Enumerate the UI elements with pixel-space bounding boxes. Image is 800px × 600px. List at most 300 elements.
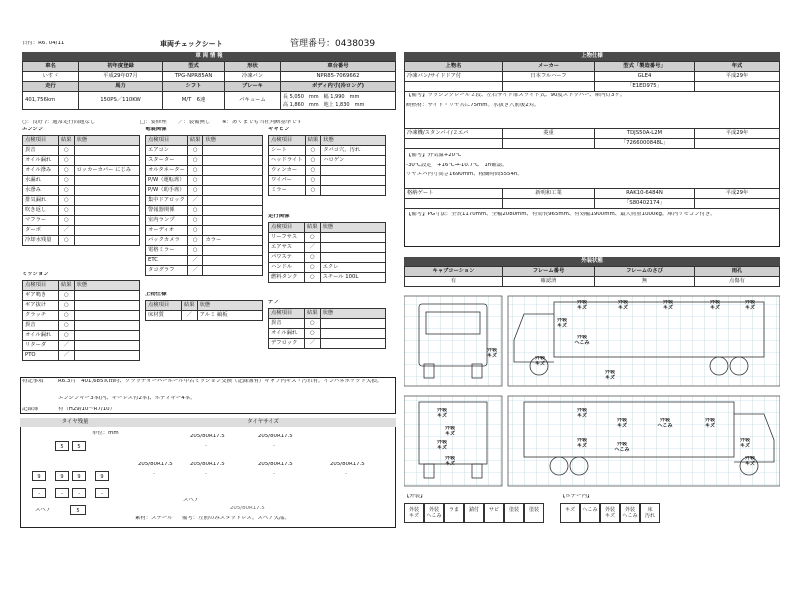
tire-size-dash-4: - <box>273 472 275 477</box>
sheet-date: 日付：R6. 04/11 <box>22 41 65 46</box>
damage-label-top-5-kind: 外装 <box>556 318 567 323</box>
section-cell-tech: デフロック <box>269 339 305 349</box>
legend-body-1: へこみ <box>580 503 600 523</box>
section-cell-running: ハンドル <box>269 263 305 273</box>
legend-ext-3: 錆付 <box>464 503 484 523</box>
section-cell-cabin: ワイパー <box>269 176 306 186</box>
ext-legend-title: 【外装】 <box>404 494 426 499</box>
section-cell-running: ○ <box>305 263 321 273</box>
section-col-cabin: 状態 <box>321 136 386 146</box>
section-title-upper_small: 上物仕様 <box>145 292 167 297</box>
section-row-tech <box>269 329 386 339</box>
damage-label-bottom-8-kind: 外装 <box>576 438 587 443</box>
damage-label-bottom-2-kind: 外装 <box>436 440 447 445</box>
section-row-electric <box>146 266 263 276</box>
section-row-electric <box>146 236 263 246</box>
upper-spec-table-3 <box>404 188 780 209</box>
section-cell-mission: リターダ <box>23 341 59 351</box>
wheel-material: 素材：スチール <box>135 516 173 521</box>
col-cab-caution: キャブコーション <box>405 267 503 277</box>
section-row-electric <box>146 146 263 156</box>
col-maker: メーカー <box>503 62 595 72</box>
label-model: 型式 <box>163 62 225 72</box>
section-cell-mission <box>74 321 139 331</box>
section-cell-engine: ターボ <box>23 226 59 236</box>
first-reg: 平成29年07月 <box>79 72 163 82</box>
tire-depth-9: - <box>95 488 109 498</box>
section-cell-mission: クラッチ <box>23 311 59 321</box>
section-cell-electric <box>203 176 263 186</box>
damage-label-bottom-11-kind: 外装 <box>744 456 755 461</box>
section-col-electric: 状態 <box>203 136 263 146</box>
cab-caution: 有 <box>405 277 503 287</box>
col-rain-hole: 雨孔 <box>695 267 780 277</box>
section-cell-cabin: ハロゲン <box>321 156 386 166</box>
sheet-title: 車両チェックシート <box>160 40 223 48</box>
section-col-cabin: 結果 <box>305 136 321 146</box>
damage-label-bottom-0 <box>432 408 452 420</box>
section-table-running <box>268 222 386 283</box>
section-cell-electric: P/W（助手席） <box>146 186 188 196</box>
damage-label-top-0-type: キズ <box>577 304 587 311</box>
section-cell-electric: ○ <box>187 166 203 176</box>
label-chassis: 車台番号 <box>281 62 396 72</box>
section-cell-engine: オイル滲み <box>23 166 59 176</box>
body-type: 冷凍バン <box>225 72 281 82</box>
section-cell-mission: PTO <box>23 351 59 361</box>
section-cell-mission <box>74 301 139 311</box>
label-power: 馬力 <box>79 82 163 92</box>
section-cell-engine: 冷却水残量 <box>23 236 59 246</box>
legend-ext-0: 外装 キズ <box>404 503 424 523</box>
section-cell-engine: ロッカーカバー にじみ <box>74 166 139 176</box>
section-cell-electric: オーディオ <box>146 226 188 236</box>
spare-label: スペア <box>35 508 52 513</box>
section-cell-electric <box>203 166 263 176</box>
body-legend-title: 【ボデー内】 <box>560 494 593 499</box>
section-table-cabin <box>268 135 386 196</box>
section-cell-electric <box>203 216 263 226</box>
section-cell-electric: ○ <box>187 246 203 256</box>
section-row-cabin <box>269 186 386 196</box>
section-col-cabin: 点検項目 <box>269 136 306 146</box>
tire-depth-4: 9 <box>72 471 86 481</box>
section-cell-engine: マフラー <box>23 216 59 226</box>
section-col-upper_small: 点検項目 <box>146 301 182 311</box>
damage-label-bottom-4 <box>572 408 592 420</box>
section-row-cabin <box>269 176 386 186</box>
section-cell-electric <box>203 156 263 166</box>
damage-label-bottom-11 <box>740 456 760 468</box>
legend-body-0: キズ <box>560 503 580 523</box>
section-cell-electric: ○ <box>187 186 203 196</box>
section-row-running <box>269 243 386 253</box>
section-col-engine: 状態 <box>74 136 139 146</box>
label-body-dims: ボディ内寸(冷ロング) <box>281 82 396 92</box>
section-cell-mission <box>74 311 139 321</box>
section-cell-electric: バックカメラ <box>146 236 188 246</box>
car-name: いすゞ <box>23 72 79 82</box>
notes-text-2: エンジンキー3本(内、キーレス付2本)、ボディキー4本。 <box>58 396 196 401</box>
record-label: 記録簿 <box>22 407 39 412</box>
damage-label-top-4-kind: 外装 <box>744 300 755 305</box>
damage-label-top-4 <box>740 300 760 312</box>
damage-label-bottom-7-kind: 外装 <box>704 418 715 423</box>
section-title-engine: エンジン <box>22 127 44 132</box>
truck-damage-diagram <box>404 292 780 492</box>
tire-depth-5: 9 <box>95 471 109 481</box>
section-cell-engine: ○ <box>59 186 75 196</box>
management-number: 管理番号：0438039 <box>290 39 376 49</box>
damage-label-bottom-1-type: キズ <box>445 430 455 437</box>
section-cell-tech: 異音 <box>269 319 305 329</box>
section-cell-engine: 排気漏れ <box>23 196 59 206</box>
section-cell-cabin: ○ <box>305 146 321 156</box>
section-row-engine <box>23 146 140 156</box>
section-cell-running: ／ <box>305 243 321 253</box>
section-table-engine <box>22 135 140 246</box>
section-cell-engine: ○ <box>59 216 75 226</box>
chassis-no: NPR85-7069662 <box>281 72 396 82</box>
section-cell-electric <box>203 226 263 236</box>
upper1-note-2: 断熱材：サイド・リヤ共に75mm。水抜き穴前後2対。 <box>406 103 540 108</box>
section-row-mission <box>23 291 140 301</box>
section-cell-mission <box>74 351 139 361</box>
tire-size-3: 205/80R17.5 <box>190 462 225 467</box>
section-row-running <box>269 253 386 263</box>
section-col-upper_small: 結果 <box>182 301 198 311</box>
damage-label-bottom-2 <box>432 440 452 452</box>
section-col-mission: 結果 <box>59 281 75 291</box>
section-col-electric: 点検項目 <box>146 136 188 146</box>
section-cell-running: エアサス <box>269 243 305 253</box>
legend-none: ／：装備無し <box>178 120 211 125</box>
spare-size-label: スペア <box>183 498 200 503</box>
section-cell-running: ○ <box>305 273 321 283</box>
section-cell-running: リーフサス <box>269 233 305 243</box>
section-cell-running: 燃料タンク <box>269 273 305 283</box>
power: 150PS／110KW <box>79 92 163 110</box>
section-cell-cabin <box>321 186 386 196</box>
legend-note: ※：あくまでも当社判断基準です <box>222 120 302 125</box>
damage-label-top-6-kind: 外装 <box>576 335 587 340</box>
damage-label-top-1 <box>613 300 633 312</box>
section-cell-engine: ○ <box>59 166 75 176</box>
shift: M/T 6速 <box>163 92 225 110</box>
damage-label-top-2-kind: 外装 <box>662 300 673 305</box>
section-cell-cabin: タバコ穴、汚れ <box>321 146 386 156</box>
damage-label-top-7 <box>482 348 502 360</box>
section-cell-electric: ○ <box>187 146 203 156</box>
exterior-header: 外装状態 <box>404 257 780 266</box>
section-row-cabin <box>269 166 386 176</box>
col-frame-rust: フレームのさび <box>595 267 695 277</box>
damage-label-top-7-kind: 外装 <box>486 348 497 353</box>
spare-size-value: 205/80R17.5 <box>230 506 265 511</box>
section-cell-engine: ○ <box>59 196 75 206</box>
damage-label-bottom-8 <box>572 438 592 450</box>
legend-body-2: 外装 キズ <box>600 503 620 523</box>
damage-label-top-3-kind: 外装 <box>709 300 720 305</box>
section-col-mission: 状態 <box>74 281 139 291</box>
section-cell-engine <box>74 186 139 196</box>
section-table-electric <box>145 135 263 276</box>
damage-label-bottom-1-kind: 外装 <box>444 426 455 431</box>
damage-label-bottom-10-kind: 外装 <box>739 438 750 443</box>
section-row-tech <box>269 319 386 329</box>
section-row-mission <box>23 341 140 351</box>
tire-size-4: 205/80R17.5 <box>258 462 293 467</box>
damage-label-top-8-kind: 外装 <box>534 356 545 361</box>
section-cell-running: ○ <box>305 253 321 263</box>
label-first-reg: 初年度登録 <box>79 62 163 72</box>
tire-size-2: 205/80R17.5 <box>138 462 173 467</box>
damage-label-top-1-kind: 外装 <box>617 300 628 305</box>
damage-label-top-2-type: キズ <box>663 304 673 311</box>
section-cell-running <box>320 233 385 243</box>
section-cell-tech <box>320 319 385 329</box>
section-cell-electric <box>203 266 263 276</box>
section-cell-cabin: ○ <box>305 186 321 196</box>
section-row-cabin <box>269 146 386 156</box>
section-cell-running: パワステ <box>269 253 305 263</box>
body-dims: 長 5,050 mm 幅 1,990 mm 高 1,860 mm 地上 1,830 mm <box>281 92 396 110</box>
label-shift: シフト <box>163 82 225 92</box>
label-brake: ブレーキ <box>225 82 281 92</box>
tire-depth-0: 5 <box>55 441 69 451</box>
section-cell-cabin: ○ <box>305 166 321 176</box>
tire-size-dash-3: - <box>205 472 207 477</box>
section-cell-running <box>320 253 385 263</box>
section-cell-engine <box>74 146 139 156</box>
damage-label-bottom-7 <box>700 418 720 430</box>
section-col-running: 点検項目 <box>269 223 305 233</box>
section-row-electric <box>146 246 263 256</box>
vehicle-info-table <box>22 61 396 110</box>
section-cell-engine <box>74 236 139 246</box>
upper2-maker: 菱重 <box>503 129 595 139</box>
section-cell-engine: ○ <box>59 156 75 166</box>
damage-label-bottom-4-kind: 外装 <box>576 408 587 413</box>
section-cell-engine <box>74 216 139 226</box>
legend-body-3: 外装 へこみ <box>620 503 640 523</box>
section-row-mission <box>23 321 140 331</box>
damage-label-bottom-1 <box>440 426 460 438</box>
section-row-engine <box>23 216 140 226</box>
section-cell-electric: ○ <box>187 176 203 186</box>
section-cell-electric <box>203 196 263 206</box>
section-row-electric <box>146 226 263 236</box>
section-col-tech: 点検項目 <box>269 309 305 319</box>
section-col-tech: 状態 <box>320 309 385 319</box>
legend-repair: □：要修理 <box>140 120 167 125</box>
damage-label-top-0-kind: 外装 <box>576 300 587 305</box>
upper1-year: 平成29年 <box>695 72 780 82</box>
col-year: 年式 <box>695 62 780 72</box>
section-cell-mission <box>74 331 139 341</box>
section-row-electric <box>146 256 263 266</box>
section-cell-electric: カラー <box>203 236 263 246</box>
damage-label-top-6 <box>572 335 592 347</box>
upper1-model: GLE4 <box>595 72 695 82</box>
upper2-note-3: リヤエバ内寸高さ1690mm、稼働時間5554h。 <box>406 172 523 177</box>
damage-label-bottom-0-type: キズ <box>437 412 447 419</box>
section-cell-cabin: シート <box>269 146 306 156</box>
section-cell-mission: オイル漏れ <box>23 331 59 341</box>
section-cell-engine: 水滲み <box>23 186 59 196</box>
section-cell-mission: ギア抜け <box>23 301 59 311</box>
section-cell-electric: 室内ランプ <box>146 216 188 226</box>
section-table-upper_small <box>145 300 263 321</box>
damage-label-bottom-5-kind: 外装 <box>616 418 627 423</box>
damage-label-bottom-0-kind: 外装 <box>436 408 447 413</box>
tire-depth-7: - <box>55 488 69 498</box>
section-cell-mission: ○ <box>59 311 75 321</box>
upper-spec-header: 上物仕様 <box>404 52 780 61</box>
section-col-engine: 点検項目 <box>23 136 59 146</box>
section-cell-engine <box>74 176 139 186</box>
damage-label-bottom-7-type: キズ <box>705 422 715 429</box>
upper2-note-1: 【備考】外気温+20℃ <box>406 153 462 158</box>
upper1-serial: 「E1ED975」 <box>595 82 695 92</box>
section-row-tech <box>269 339 386 349</box>
section-row-engine <box>23 156 140 166</box>
damage-label-top-9-type: キズ <box>605 374 615 381</box>
section-cell-electric: ETC <box>146 256 188 266</box>
section-cell-electric: ○ <box>187 206 203 216</box>
upper1-name: 冷凍バン/サイドドア付 <box>405 72 503 82</box>
tire-depth-2: 9 <box>32 471 46 481</box>
col-frame-no: フレーム番号 <box>503 267 595 277</box>
section-row-electric <box>146 216 263 226</box>
section-col-electric: 結果 <box>187 136 203 146</box>
section-cell-electric <box>203 246 263 256</box>
section-row-engine <box>23 226 140 236</box>
section-row-mission <box>23 311 140 321</box>
legend-good: ○：良好 <box>22 120 43 125</box>
section-cell-mission <box>74 341 139 351</box>
tire-remark: 備考：左前のみスタッドレス。スペア欠品。 <box>182 516 290 521</box>
section-cell-electric: ○ <box>187 226 203 236</box>
exterior-table <box>404 266 780 287</box>
section-cell-mission: ギア鳴き <box>23 291 59 301</box>
section-row-mission <box>23 351 140 361</box>
legend-ext-6: 塗装 <box>524 503 544 523</box>
tire-size-dash-5: - <box>345 472 347 477</box>
section-cell-upper_small: 床材質 <box>146 311 182 321</box>
damage-label-top-7-type: キズ <box>487 352 497 359</box>
notes-text-1: R6.3月 401,685Ｋｍ時、クラッチオーバーホール中古ミッション交換（記録簿有）キャブ内キズ・汚れ有。インパネポケット欠損。 <box>58 379 383 384</box>
section-cell-electric: 警報器関係 <box>146 206 188 216</box>
section-cell-electric: タコグラフ <box>146 266 188 276</box>
tire-depth-1: 5 <box>72 441 86 451</box>
section-cell-cabin: ○ <box>305 176 321 186</box>
section-col-engine: 結果 <box>59 136 75 146</box>
section-cell-tech <box>320 339 385 349</box>
damage-label-top-2 <box>658 300 678 312</box>
damage-label-top-1-type: キズ <box>618 304 628 311</box>
section-cell-running <box>320 243 385 253</box>
section-cell-tech: ／ <box>305 339 321 349</box>
section-row-electric <box>146 206 263 216</box>
damage-label-bottom-10 <box>735 438 755 450</box>
upper3-name: 格納ゲート <box>405 189 503 199</box>
tire-depth-8: - <box>72 488 86 498</box>
damage-label-bottom-9 <box>612 442 632 454</box>
section-row-engine <box>23 196 140 206</box>
section-cell-electric <box>203 146 263 156</box>
upper3-model: RAK10-6484N <box>595 189 695 199</box>
section-row-cabin <box>269 156 386 166</box>
label-body-type: 形状 <box>225 62 281 72</box>
damage-label-bottom-3 <box>440 456 460 468</box>
section-cell-engine <box>74 206 139 216</box>
section-cell-cabin <box>321 166 386 176</box>
section-title-tech: デフ <box>268 300 279 305</box>
section-cell-engine: 吹き返し <box>23 206 59 216</box>
section-cell-electric: ／ <box>187 196 203 206</box>
section-row-running <box>269 273 386 283</box>
upper2-note-2: -30℃設定 +16℃→-10.7℃ 1h確認。 <box>406 163 508 168</box>
section-cell-mission <box>74 291 139 301</box>
section-cell-engine: ○ <box>59 206 75 216</box>
damage-label-bottom-11-type: キズ <box>745 460 755 467</box>
section-cell-tech: オイル漏れ <box>269 329 305 339</box>
section-row-engine <box>23 186 140 196</box>
damage-label-bottom-10-type: キズ <box>740 442 750 449</box>
col-upper-name: 上物名 <box>405 62 503 72</box>
section-title-running: 走行関係 <box>268 214 290 219</box>
section-cell-running: ○ <box>305 233 321 243</box>
label-mileage: 走行 <box>23 82 79 92</box>
damage-label-bottom-3-type: キズ <box>445 460 455 467</box>
section-title-electric: 電装関係 <box>145 127 167 132</box>
section-table-tech <box>268 308 386 349</box>
section-col-running: 状態 <box>320 223 385 233</box>
section-row-running <box>269 233 386 243</box>
section-row-engine <box>23 236 140 246</box>
frame-no: 確認済 <box>503 277 595 287</box>
damage-label-top-6-type: へこみ <box>574 339 590 346</box>
section-cell-mission: 異音 <box>23 321 59 331</box>
section-row-mission <box>23 301 140 311</box>
section-cell-cabin: ○ <box>305 156 321 166</box>
tire-size-1: 205/80R17.5 <box>258 434 293 439</box>
section-cell-running: エクレ <box>320 263 385 273</box>
label-car-name: 車名 <box>23 62 79 72</box>
tire-size-dash-0: - <box>205 444 207 449</box>
section-cell-mission: ○ <box>59 331 75 341</box>
damage-label-top-8-type: キズ <box>535 360 545 367</box>
section-cell-electric: スターター <box>146 156 188 166</box>
section-title-cabin: キャビン <box>268 127 290 132</box>
section-cell-engine <box>74 196 139 206</box>
section-cell-electric: 集中ドアロック <box>146 196 188 206</box>
damage-label-bottom-8-type: キズ <box>577 442 587 449</box>
section-cell-mission: ○ <box>59 321 75 331</box>
damage-label-bottom-9-kind: 外装 <box>616 442 627 447</box>
section-col-mission: 点検項目 <box>23 281 59 291</box>
damage-label-top-9-kind: 外装 <box>604 370 615 375</box>
section-cell-mission: ／ <box>59 341 75 351</box>
section-row-engine <box>23 176 140 186</box>
section-cell-upper_small: ／ <box>182 311 198 321</box>
damage-label-top-0 <box>572 300 592 312</box>
damage-label-top-4-type: キズ <box>745 304 755 311</box>
upper3-note: 【備考】PG寸法：全長1170mm、全幅2080mm、有効長965mm、有効幅1900mm、最大荷重1000kg。庫内リモコン付き。 <box>406 212 716 217</box>
section-cell-engine: 水漏れ <box>23 176 59 186</box>
legend-ext-4: サビ <box>484 503 504 523</box>
